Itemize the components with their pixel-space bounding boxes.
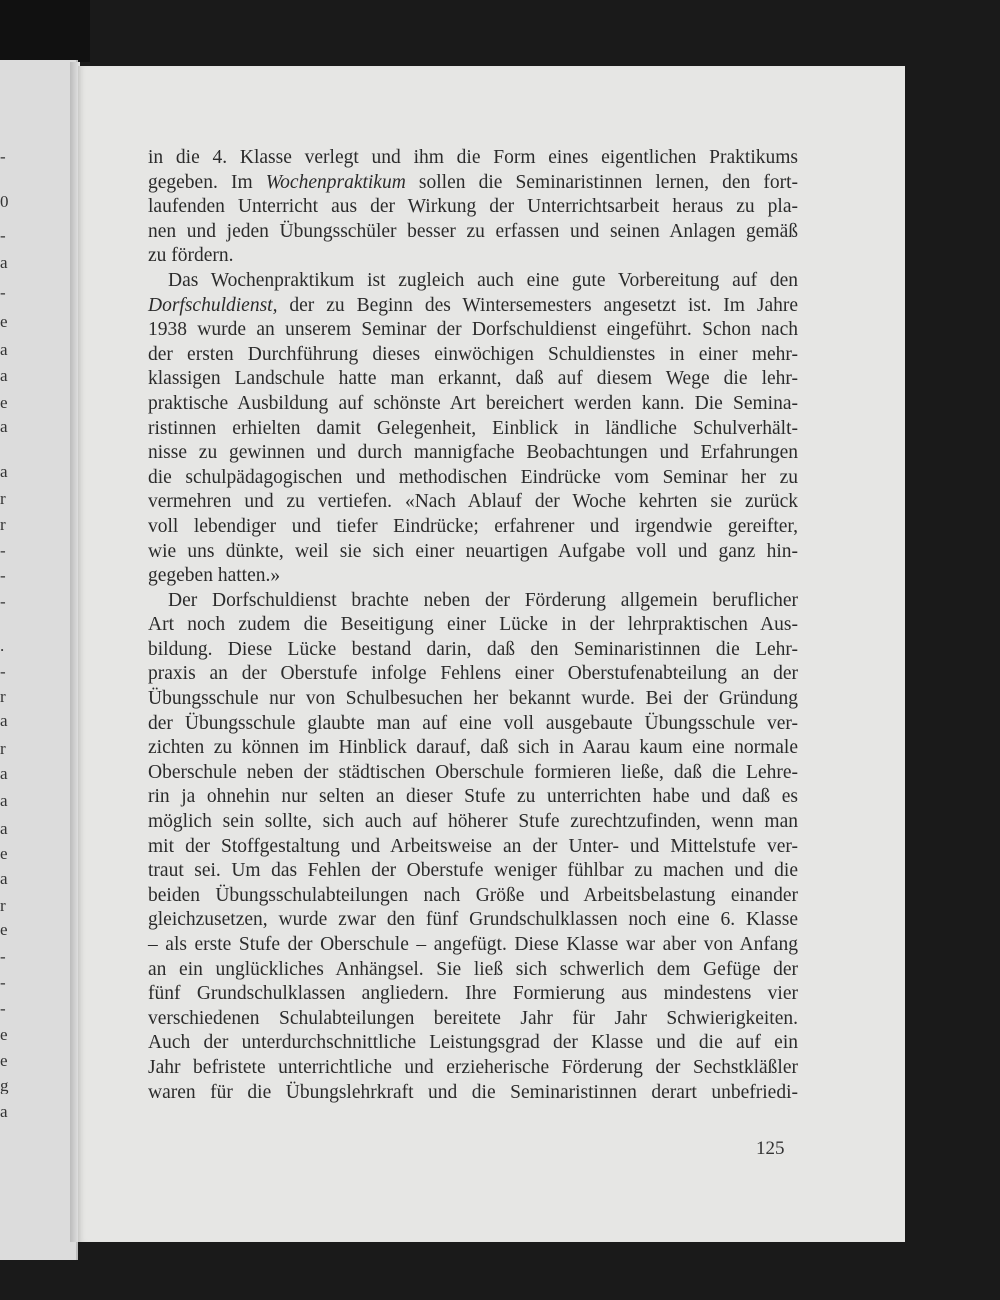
text-segment: sollen die Seminaristinnen lernen, den fort- (405, 171, 798, 193)
page-number: 125 (756, 1138, 785, 1159)
text-line (148, 982, 798, 1007)
text-line (148, 613, 798, 638)
left-page-fragment: a (0, 341, 8, 358)
text-line (148, 392, 798, 417)
text-segment: rin ja ohnehin nur selten an dieser Stufe zu unterrichten habe und daß es (148, 786, 798, 808)
text-segment: waren für die Übungslehrkraft und die Seminaristinnen derart unbefriedi- (148, 1081, 798, 1103)
text-line (148, 171, 798, 196)
text-line (148, 785, 798, 810)
text-line (148, 589, 798, 614)
text-segment: 1938 wurde an unserem Seminar der Dorfschuldienst eingeführt. Schon nach (148, 319, 798, 341)
text-segment: gegeben hatten.» (148, 565, 281, 587)
text-segment: beiden Übungsschulabteilungen nach Größe und Arbeitsbelastung einander (148, 884, 798, 906)
left-page-fragment: a (0, 765, 8, 782)
text-line (148, 662, 798, 687)
left-page-fragment: r (0, 897, 6, 914)
text-line (148, 859, 798, 884)
text-line (148, 908, 798, 933)
text-segment: mit der Stoffgestaltung und Arbeitsweise an der Unter- und Mittelstufe ver- (148, 835, 798, 857)
left-page-fragment: 0 (0, 193, 9, 210)
left-page-fragment: e (0, 921, 8, 938)
left-page-fragment: e (0, 1026, 8, 1043)
text-line (148, 244, 798, 269)
left-page-fragment: e (0, 1052, 8, 1069)
left-page-fragment: a (0, 712, 8, 729)
text-segment: die schulpädagogischen und methodischen Eindrücke vom Seminar her zu (148, 466, 798, 488)
text-line (148, 1031, 798, 1056)
left-page-fragment: - (0, 663, 6, 680)
text-line (148, 933, 798, 958)
text-segment: praktische Ausbildung auf schönste Art bereichert werden kann. Die Semina- (148, 392, 798, 414)
text-line (148, 367, 798, 392)
text-segment: gleichzusetzen, wurde zwar den fünf Grundschulklassen noch eine 6. Klasse (148, 909, 798, 931)
text-line (148, 220, 798, 245)
text-segment: Der Dorfschuldienst brachte neben der Förderung allgemein beruflicher (168, 589, 798, 611)
left-page-fragment: g (0, 1077, 9, 1094)
text-line (148, 1081, 798, 1106)
text-segment: an ein unglückliches Anhängsel. Sie ließ sich schwerlich dem Gefüge der (148, 958, 798, 980)
italic-text: Wochenpraktikum (265, 171, 406, 193)
text-segment: – als erste Stufe der Oberschule – angefügt. Diese Klasse war aber von Anfang (148, 934, 798, 955)
text-segment: praxis an der Oberstufe infolge Fehlens einer Oberstufenabteilung an der (148, 663, 798, 685)
text-line (148, 490, 798, 515)
left-page-fragment: - (0, 227, 6, 244)
left-page-fragment: e (0, 313, 8, 330)
left-page-fragment: - (0, 593, 6, 610)
text-segment: möglich sein sollte, sich auch auf höherer Stufe zurechtzufinden, wenn man (148, 811, 798, 833)
text-segment: verschiedenen Schulabteilungen bereitete Jahr für Jahr Schwierigkeiten. (148, 1007, 798, 1029)
text-line (148, 958, 798, 983)
text-segment: traut sei. Um das Fehlen der Oberstufe weniger fühlbar zu machen und die (148, 860, 798, 882)
text-segment: voll lebendiger und tiefer Eindrücke; erfahrener und irgendwie gereifter, (148, 515, 798, 537)
text-segment: der zu Beginn des Wintersemesters angesetzt ist. Im Jahre (277, 294, 798, 316)
text-line (148, 269, 798, 294)
text-segment: Das Wochenpraktikum ist zugleich auch eine gute Vorbereitung auf den (168, 269, 798, 291)
text-line (148, 318, 798, 343)
left-page-fragment: e (0, 394, 8, 411)
left-page-fragment: e (0, 845, 8, 862)
left-page-fragment: - (0, 148, 6, 165)
text-segment: Oberschule neben der städtischen Oberschule formieren ließe, daß die Lehre- (148, 761, 798, 783)
text-segment: Jahr befristete unterrichtliche und erzieherische Förderung der Sechstkläßler (148, 1056, 798, 1078)
left-page-fragment: r (0, 688, 6, 705)
text-segment: Auch der unterdurchschnittliche Leistungsgrad der Klasse und die auf ein (148, 1032, 798, 1054)
text-line (148, 1056, 798, 1081)
left-page-fragment: r (0, 490, 6, 507)
left-page-fragment: a (0, 418, 8, 435)
text-segment: zichten zu können im Hinblick darauf, daß sich in Aarau kaum eine normale (148, 737, 798, 759)
text-line (148, 343, 798, 368)
left-page-fragment: r (0, 516, 6, 533)
left-page-fragment: - (0, 542, 6, 559)
text-segment: in die 4. Klasse verlegt und ihm die Form eines eigentlichen Praktikums (148, 147, 798, 168)
text-segment: vermehren und zu vertiefen. «Nach Ablauf der Woche kehrten sie zurück (148, 491, 798, 513)
left-page-fragment: - (0, 284, 6, 301)
text-line (148, 687, 798, 712)
text-segment: zu fördern. (148, 245, 234, 267)
text-line (148, 736, 798, 761)
text-line (148, 540, 798, 565)
text-line (148, 564, 798, 589)
text-line (148, 638, 798, 663)
text-line (148, 466, 798, 491)
left-page-fragment: . (0, 637, 5, 654)
text-segment: der Übungsschule glaubte man auf eine voll ausgebaute Übungsschule ver- (148, 712, 798, 734)
text-line (148, 761, 798, 786)
text-line (148, 146, 798, 171)
left-page-fragment: a (0, 1103, 8, 1120)
text-line (148, 195, 798, 220)
text-segment: klassigen Landschule hatte man erkannt, daß auf diesem Wege die lehr- (148, 368, 798, 390)
book-page (78, 66, 905, 1242)
text-segment: Übungsschule nur von Schulbesuchen her bekannt wurde. Bei der Gründung (148, 688, 798, 710)
left-page-fragment: - (0, 567, 6, 584)
text-line (148, 712, 798, 737)
text-line (148, 810, 798, 835)
text-line (148, 294, 798, 319)
text-segment: fünf Grundschulklassen angliedern. Ihre Formierung aus mindestens vier (148, 983, 798, 1005)
left-page-fragment: a (0, 254, 8, 271)
text-line (148, 417, 798, 442)
text-line (148, 884, 798, 909)
text-segment: ristinnen erhielten damit Gelegenheit, Einblick in ländliche Schulverhält- (148, 417, 798, 439)
text-line (148, 835, 798, 860)
text-segment: bildung. Diese Lücke bestand darin, daß den Seminaristinnen die Lehr- (148, 638, 798, 660)
text-segment: gegeben. Im (148, 171, 266, 193)
body-text (148, 146, 798, 1105)
text-segment: Art noch zudem die Beseitigung einer Lücke in der lehrpraktischen Aus- (148, 614, 798, 636)
left-page-fragment: - (0, 948, 6, 965)
text-line (148, 515, 798, 540)
text-segment: nen und jeden Übungsschüler besser zu erfassen und seinen Anlagen gemäß (148, 220, 798, 242)
left-page-fragment: a (0, 870, 8, 887)
text-segment: der ersten Durchführung dieses einwöchigen Schuldienstes in einer mehr- (148, 343, 798, 365)
left-page-fragment: a (0, 792, 8, 809)
text-segment: wie uns dünkte, weil sie sich einer neuartigen Aufgabe voll und ganz hin- (148, 540, 798, 562)
left-page-fragment: - (0, 1000, 6, 1017)
italic-text: Dorfschuldienst, (148, 294, 278, 316)
left-page-fragment: - (0, 974, 6, 991)
left-page-edge (0, 60, 78, 1260)
scan-background (0, 0, 90, 62)
left-page-fragment: a (0, 463, 8, 480)
left-page-fragment: a (0, 367, 8, 384)
left-page-fragment: r (0, 740, 6, 757)
text-line (148, 441, 798, 466)
left-page-fragment: a (0, 820, 8, 837)
text-segment: nisse zu gewinnen und durch mannigfache Beobachtungen und Erfahrungen (148, 442, 798, 464)
text-segment: laufenden Unterricht aus der Wirkung der Unterrichtsarbeit heraus zu pla- (148, 196, 798, 218)
text-line (148, 1007, 798, 1032)
